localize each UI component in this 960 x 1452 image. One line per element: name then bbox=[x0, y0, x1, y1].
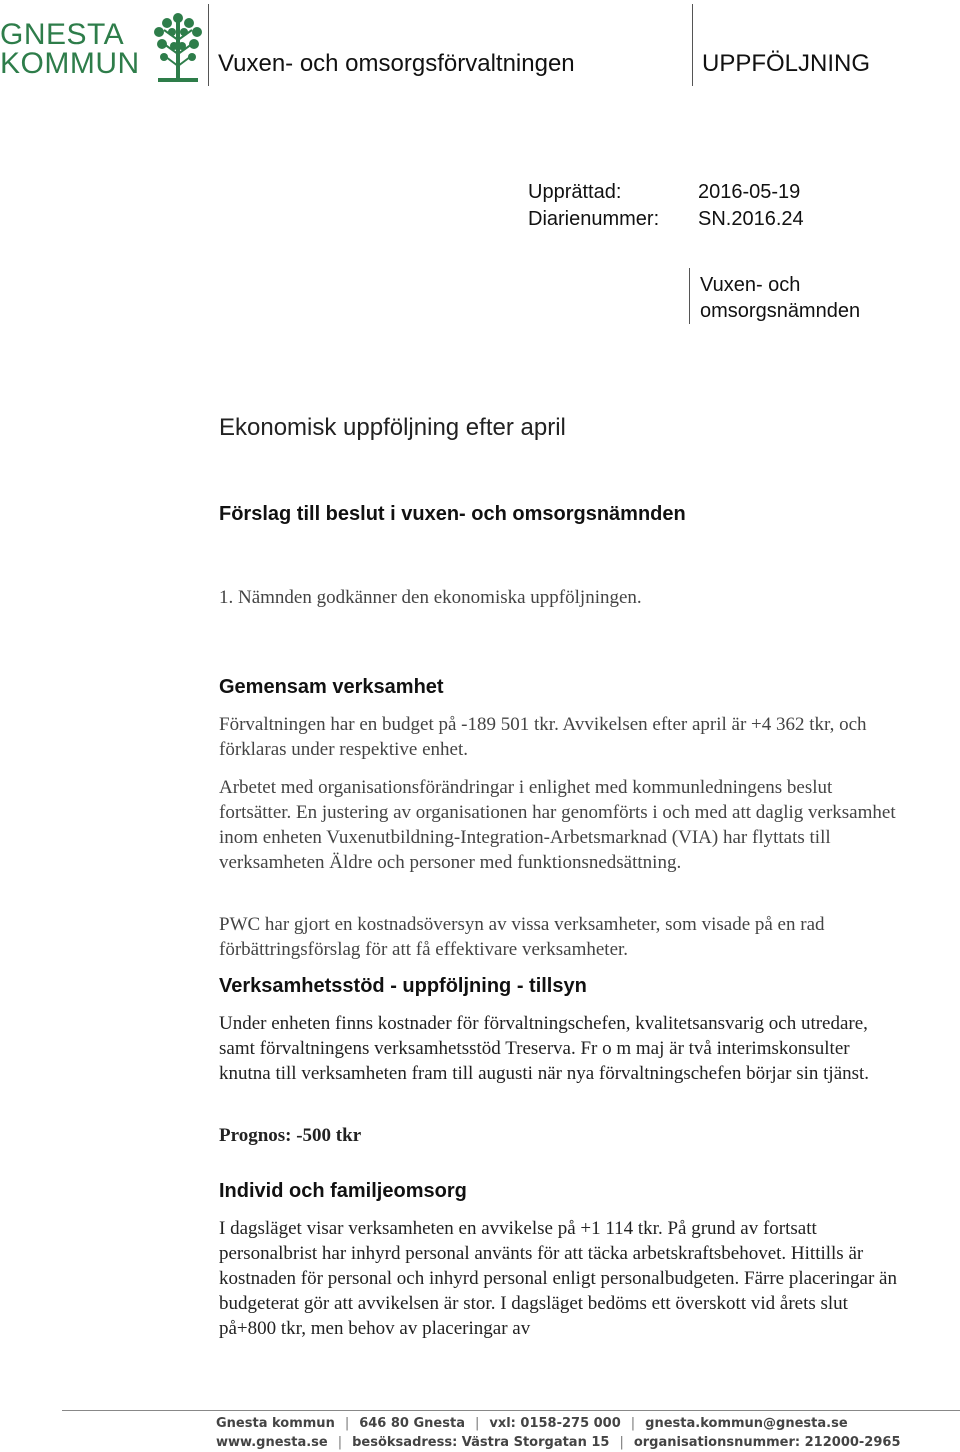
section-heading-verksamhetsstod: Verksamhetsstöd - uppföljning - tillsyn bbox=[219, 975, 587, 997]
diary-number-label: Diarienummer: bbox=[528, 208, 660, 230]
footer-postal: 646 80 Gnesta bbox=[359, 1416, 465, 1431]
verksamhetsstod-paragraph-1: Under enheten finns kostnader för förvaltningschefen, kvalitetsansvarig och utredare, samt förvaltningens verksamhetsstöd Treserva. Fr o m maj är två interimskonsulter knutna till verksamheten fram till augusti när nya förvaltningschefen börjar sin tjänst. bbox=[219, 1013, 870, 1084]
recipient-divider bbox=[689, 268, 690, 324]
footer-divider bbox=[62, 1410, 960, 1411]
logo-line-2: KOMMUN bbox=[0, 47, 140, 80]
header-divider-right bbox=[692, 4, 693, 86]
prognos: Prognos: -500 tkr bbox=[219, 1125, 362, 1146]
diary-number: SN.2016.24 bbox=[698, 208, 804, 230]
logo-line-1: GNESTA bbox=[0, 18, 125, 51]
gemensam-paragraph-2: Arbetet med organisationsförändringar i enlighet med kommunledningens beslut fortsätter. En justering av organisationen har genomförts i och med att daglig verksamhet inom enheten Vuxenutbildning-Integration-Arbetsmarknad (VIA) har flyttats till verksamheten Äldre och personer med funktionsnedsättning. bbox=[219, 777, 896, 873]
footer-visit: besöksadress: Västra Storgatan 15 bbox=[352, 1435, 610, 1450]
document-type: UPPFÖLJNING bbox=[702, 50, 871, 77]
created-label: Upprättad: bbox=[528, 181, 622, 203]
recipient bbox=[700, 272, 860, 324]
section-heading-gemensam: Gemensam verksamhet bbox=[219, 676, 444, 698]
recipient-line-2: omsorgsnämnden bbox=[700, 300, 861, 322]
logo-wordmark bbox=[0, 20, 150, 78]
footer-org: Gnesta kommun bbox=[216, 1416, 335, 1431]
recipient-line-1: Vuxen- och bbox=[700, 274, 801, 296]
header-divider-left bbox=[208, 4, 209, 86]
proposal-item-1: 1. Nämnden godkänner den ekonomiska uppföljningen. bbox=[219, 587, 642, 608]
footer-row-1: Gnesta kommun | 646 80 Gnesta | vxl: 0158-275 000 | gnesta.kommun@gnesta.se bbox=[216, 1416, 848, 1431]
individ-paragraph-1: I dagsläget visar verksamheten en avvikelse på +1 114 tkr. På grund av fortsatt personalbrist har inhyrd personal använts för att täcka arbetskraftsbehovet. Hittills är kostnaden för personal och inhyrd personal enligt personalbudgeten. Färre placeringar än budgeterat gör att avvikelsen är stor. I dagsläget bedöms ett överskott vid årets slut på+800 tkr, men behov av placeringar av bbox=[219, 1218, 897, 1339]
footer-row-2: www.gnesta.se | besöksadress: Västra Storgatan 15 | organisationsnummer: 212000-2965 bbox=[216, 1435, 901, 1450]
tree-logo-icon bbox=[152, 10, 204, 84]
document-title: Ekonomisk uppföljning efter april bbox=[219, 414, 566, 441]
footer-orgnr: organisationsnummer: 212000-2965 bbox=[633, 1435, 901, 1450]
footer-email[interactable]: gnesta.kommun@gnesta.se bbox=[645, 1416, 848, 1431]
proposal-heading: Förslag till beslut i vuxen- och omsorgsnämnden bbox=[219, 503, 686, 525]
section-heading-individ: Individ och familjeomsorg bbox=[219, 1180, 467, 1202]
footer-web[interactable]: www.gnesta.se bbox=[216, 1435, 328, 1450]
department-name: Vuxen- och omsorgsförvaltningen bbox=[218, 50, 575, 77]
created-date: 2016-05-19 bbox=[698, 181, 801, 203]
gemensam-paragraph-1: Förvaltningen har en budget på -189 501 tkr. Avvikelsen efter april är +4 362 tkr, och förklaras under respektive enhet. bbox=[219, 714, 867, 760]
gemensam-paragraph-3: PWC har gjort en kostnadsöversyn av vissa verksamheter, som visade på en rad förbättringsförslag för att få effektivare verksamheter. bbox=[219, 914, 825, 960]
footer-phone: vxl: 0158-275 000 bbox=[489, 1416, 621, 1431]
